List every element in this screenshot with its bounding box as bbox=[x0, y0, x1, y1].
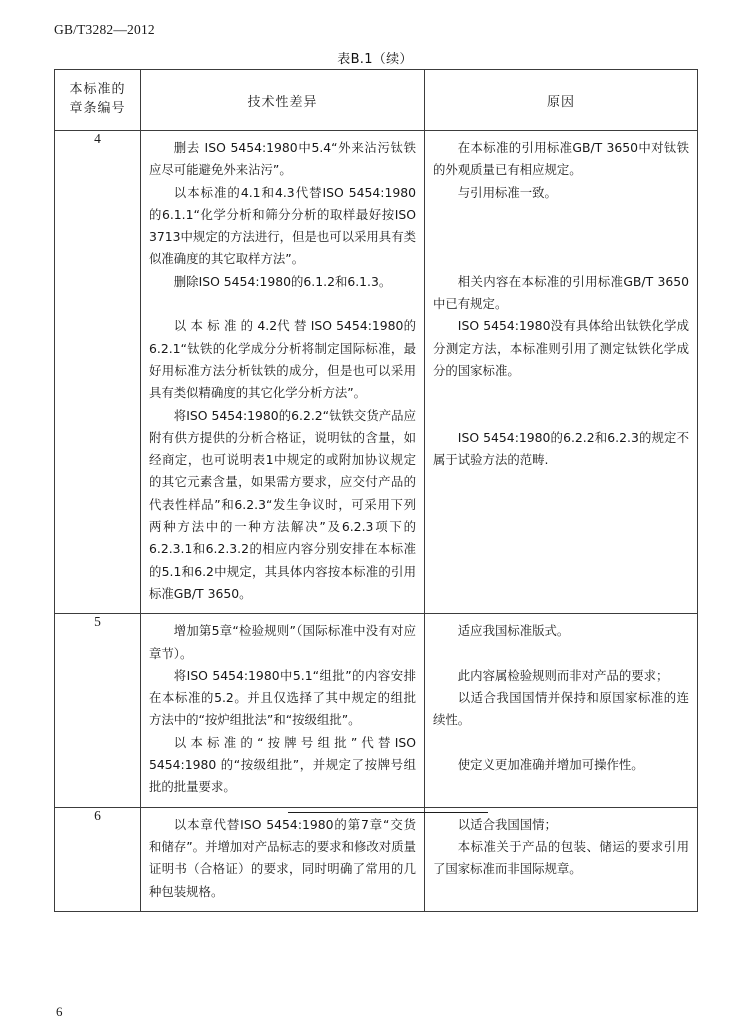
paragraph: 删去 ISO 5454:1980中5.4“外来沾污钛铁应尽可能避免外来沾污”。 bbox=[149, 140, 416, 178]
column-header-technical-differences: 技术性差异 bbox=[141, 70, 425, 131]
paragraph: 以 本 标 准 的 4.2代 替 ISO 5454:1980的6.2.1“钛铁的化学成分分析将制定国际标准，最好用标准方法分析钛铁的成分，但是也可以采用具有类似精确度的其它化学分析方法”。 bbox=[149, 318, 416, 401]
column-header-clause-number-line2: 章条编号 bbox=[69, 101, 126, 116]
table-row bbox=[55, 131, 698, 614]
paragraph: 删除ISO 5454:1980的6.1.2和6.1.3。 bbox=[173, 273, 392, 289]
row-technical-differences bbox=[141, 614, 425, 807]
row-technical-differences bbox=[141, 807, 425, 911]
column-header-clause-number-line1: 本标准的 bbox=[69, 82, 126, 98]
row-reason bbox=[425, 807, 698, 911]
paragraph: 本标准关于产品的包装、储运的要求引用了国家标准而非国际规章。 bbox=[433, 838, 689, 877]
paragraph: 以本章代替ISO 5454:1980的第7章“交货和储存”。并增加对产品标志的要求和修改对质量证明书（合格证）的要求，同时明确了常用的几种包装规格。 bbox=[149, 816, 416, 899]
paragraph: 在本标准的引用标准GB/T 3650中对钛铁的外观质量已有相应规定。 bbox=[433, 140, 689, 178]
column-header-reason: 原因 bbox=[425, 70, 698, 131]
paragraph-spacer bbox=[433, 204, 689, 226]
paragraph: 以适合我国国情并保持和原国家标准的连续性。 bbox=[433, 690, 689, 728]
paragraph: 相关内容在本标准的引用标准GB/T 3650中已有规定。 bbox=[433, 273, 689, 312]
paragraph: 此内容属检验规则而非对产品的要求； bbox=[457, 667, 669, 683]
row-clause-number: 4 bbox=[55, 131, 141, 614]
footnote-separator-rule bbox=[288, 812, 488, 813]
paragraph: 以适合我国国情； bbox=[457, 816, 557, 832]
page-header-standard-code: GB/T3282—2012 bbox=[54, 22, 155, 37]
row-clause-number: 6 bbox=[55, 807, 141, 911]
paragraph: 适应我国标准版式。 bbox=[457, 623, 570, 639]
paragraph: 将ISO 5454:1980中5.1“组批”的内容安排在本标准的5.2。并且仅选择了其中规定的组批方法中的“按炉组批法”和“按级组批”。 bbox=[149, 667, 416, 728]
paragraph: ISO 5454:1980的6.2.2和6.2.3的规定不属于试验方法的范畴. bbox=[433, 429, 689, 468]
table-row bbox=[55, 807, 698, 911]
paragraph: 增加第5章“检验规则”（国际标准中没有对应章节）。 bbox=[149, 623, 416, 661]
paragraph: 以 本 标 准 的 “ 按 牌 号 组 批 ” 代 替 ISO 5454:1980 的“按级组批”，并规定了按牌号组批的批量要求。 bbox=[149, 734, 416, 795]
row-technical-differences bbox=[141, 131, 425, 614]
row-reason bbox=[425, 614, 698, 807]
table-caption: 表B.1（续） bbox=[337, 52, 413, 67]
page-number: 6 bbox=[56, 1004, 63, 1019]
paragraph: 与引用标准一致。 bbox=[457, 184, 557, 200]
paragraph-spacer bbox=[433, 248, 689, 270]
column-header-clause-number bbox=[55, 70, 141, 131]
annex-table-b1 bbox=[54, 69, 698, 912]
table-header-row bbox=[55, 70, 698, 131]
paragraph-spacer bbox=[433, 732, 689, 754]
paragraph: 以本标准的4.1和4.3代替ISO 5454:1980的6.1.1“化学分析和筛分分析的取样最好按ISO 3713中规定的方法进行，但是也可以采用具有类似准确度的其它取样方法”。 bbox=[149, 184, 416, 267]
paragraph: 使定义更加准确并增加可操作性。 bbox=[457, 757, 644, 773]
paragraph-spacer bbox=[433, 226, 689, 248]
table-row bbox=[55, 614, 698, 807]
paragraph-spacer bbox=[149, 293, 416, 315]
row-clause-number: 5 bbox=[55, 614, 141, 807]
paragraph-spacer bbox=[433, 405, 689, 427]
paragraph: 将ISO 5454:1980的6.2.2“钛铁交货产品应附有供方提供的分析合格证，说明钛的含量，如经商定，也可说明表1中规定的或附加协议规定的其它元素含量，如果需方要求，应交付产品的代表性样品”和6.2.3“发生争议时，可采用下列两种方法中的一种方法解决”及6.2.3项下的6.2.3.1和6.2.3.2的相应内容分别安排在本标准的5.1和6.2中规定，其具体内容按本标准的引用标准GB/T 3650。 bbox=[149, 407, 416, 601]
paragraph: ISO 5454:1980没有具体给出钛铁化学成分测定方法，本标准则引用了测定钛铁化学成分的国家标准。 bbox=[433, 318, 689, 378]
row-reason bbox=[425, 131, 698, 614]
paragraph-spacer bbox=[433, 643, 689, 665]
paragraph-spacer bbox=[433, 382, 689, 404]
